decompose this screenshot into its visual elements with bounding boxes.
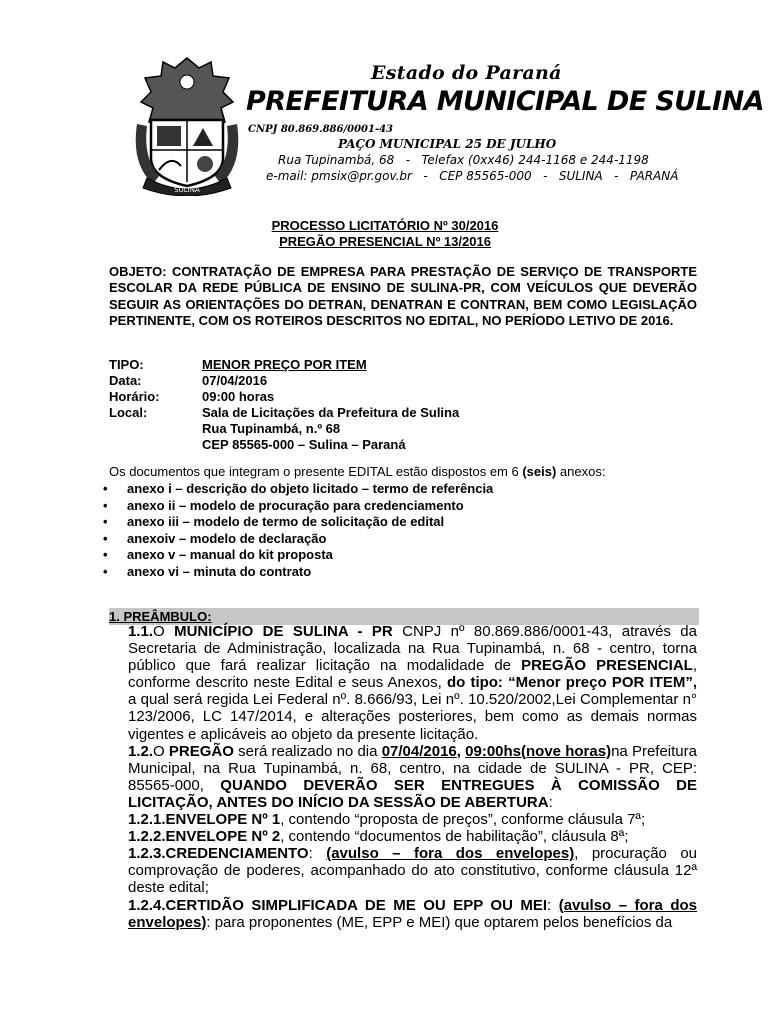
annex-label: anexo ii – modelo de procuração para credenciamento <box>127 497 464 513</box>
tipo-value: MENOR PREÇO POR ITEM <box>202 357 367 372</box>
clause-1-1: 1.1.O MUNICÍPIO DE SULINA - PR CNPJ nº 80.869.886/0001-43, através da Secretaria de Administração, localizada na Rua Tupinambá, n. 68 - centro, torna público que fará realizar licitação na modalidade de PREGÃO PRESENCIAL, conforme descrito neste Edital e seus Anexos, do tipo: “Menor preço POR ITEM”, a qual será regida Lei Federal nº. 8.666/93, Lei nº. 10.520/2002,Lei Complementar n° 123/2006, LC 147/2014, e alterações posteriores, bem como as demais normas vigentes e aplicáveis ao objeto da presente licitação. <box>128 623 697 743</box>
clause-1-2-4: 1.2.4.CERTIDÃO SIMPLIFICADA DE ME OU EPP OU MEI: (avulso – fora dos envelopes): para proponentes (ME, EPP e MEI) que optarem pelos benefícios da <box>128 896 697 931</box>
crest-banner-text: SULINA <box>174 186 200 194</box>
processo-title: PROCESSO LICITATÓRIO Nº 30/2016 <box>271 218 499 233</box>
state-name: Estado do Paraná <box>371 62 562 84</box>
data-value: 07/04/2016 <box>202 373 268 388</box>
email-line: e-mail: pmsix@pr.gov.br - CEP 85565-000 - SULINA - PARANÁ <box>266 169 679 183</box>
docs-count: (seis) <box>522 464 557 479</box>
docs-intro-text: Os documentos que integram o presente EDITAL estão dispostos em 6 <box>109 464 523 479</box>
list-item <box>103 481 493 498</box>
local-label: Local: <box>109 405 148 420</box>
list-item <box>103 547 493 564</box>
info-block <box>109 357 459 453</box>
list-item <box>103 498 493 515</box>
preambulo-body <box>128 623 697 931</box>
prefeitura-title: PREFEITURA MUNICIPAL DE SULINA <box>246 86 764 117</box>
clause-1-2-3: 1.2.3.CREDENCIAMENTO: (avulso – fora dos envelopes), procuração ou comprovação de poderes, acompanhado do ato constitutivo, conforme cláusula 12ª deste edital; <box>128 845 697 897</box>
local-value-2: Rua Tupinambá, n.º 68 <box>202 421 341 436</box>
bullet-icon: • <box>103 497 108 513</box>
tipo-label: TIPO: <box>109 357 144 372</box>
bullet-icon: • <box>103 481 108 496</box>
bullet-icon: • <box>103 563 108 579</box>
bullet-icon: • <box>103 547 108 563</box>
municipal-crest-icon <box>133 54 241 196</box>
letterhead <box>133 54 764 204</box>
bullet-icon: • <box>103 530 108 546</box>
list-item <box>103 564 493 581</box>
list-item <box>103 514 493 531</box>
horario-label: Horário: <box>109 389 160 404</box>
annex-label: anexo vi – minuta do contrato <box>127 563 312 579</box>
docs-intro <box>109 464 605 480</box>
local-value-3: CEP 85565-000 – Sulina – Paraná <box>202 437 406 452</box>
horario-value: 09:00 horas <box>202 389 275 404</box>
document-titles <box>0 218 770 250</box>
annex-label: anexo iii – modelo de termo de solicitação de edital <box>127 514 445 530</box>
pregao-title: PREGÃO PRESENCIAL Nº 13/2016 <box>279 234 491 249</box>
clause-1-2-1: 1.2.1.ENVELOPE Nº 1, contendo “proposta de preços”, conforme cláusula 7ª; <box>128 811 646 829</box>
annex-label: anexo i – descrição do objeto licitado – termo de referência <box>127 481 494 496</box>
data-label: Data: <box>109 373 142 388</box>
annex-label: anexo v – manual do kit proposta <box>127 547 333 563</box>
address-line: Rua Tupinambá, 68 - Telefax (0xx46) 244-1168 e 244-1198 <box>278 153 649 167</box>
cnpj: CNPJ 80.869.886/0001-43 <box>248 124 394 135</box>
section-title: 1. PREÂMBULO: <box>109 609 212 624</box>
objeto-paragraph: OBJETO: CONTRATAÇÃO DE EMPRESA PARA PRESTAÇÃO DE SERVIÇO DE TRANSPORTE ESCOLAR DA REDE PÚBLICA DE ENSINO DE SULINA-PR, COM VEÍCULOS QUE DEVERÃO SEGUIR AS ORIENTAÇÕES DO DETRAN, DENATRAN E CONTRAN, BEM COMO LEGISLAÇÃO PERTINENTE, COM OS ROTEIROS DESCRITOS NO EDITAL, NO PERÍODO LETIVO DE 2016. <box>109 264 697 329</box>
local-value-1: Sala de Licitações da Prefeitura de Sulina <box>202 405 460 420</box>
list-item <box>103 531 493 548</box>
bullet-icon: • <box>103 514 108 530</box>
annex-list <box>103 481 493 581</box>
clause-1-2-2: 1.2.2.ENVELOPE Nº 2, contendo “documentos de habilitação”, cláusula 8ª; <box>128 828 629 846</box>
docs-intro-end: anexos: <box>556 464 606 479</box>
paco-municipal: PAÇO MUNICIPAL 25 DE JULHO <box>338 137 557 151</box>
clause-1-2: 1.2.O PREGÃO será realizado no dia 07/04/2016, 09:00hs(nove horas)na Prefeitura Municipal, na Rua Tupinambá, n. 68, centro, na cidade de SULINA - PR, CEP: 85565-000, QUANDO DEVERÃO SER ENTREGUES À COMISSÃO DE LICITAÇÃO, ANTES DO INÍCIO DA SESSÃO DE ABERTURA: <box>128 742 697 811</box>
annex-label: anexoiv – modelo de declaração <box>127 530 327 546</box>
